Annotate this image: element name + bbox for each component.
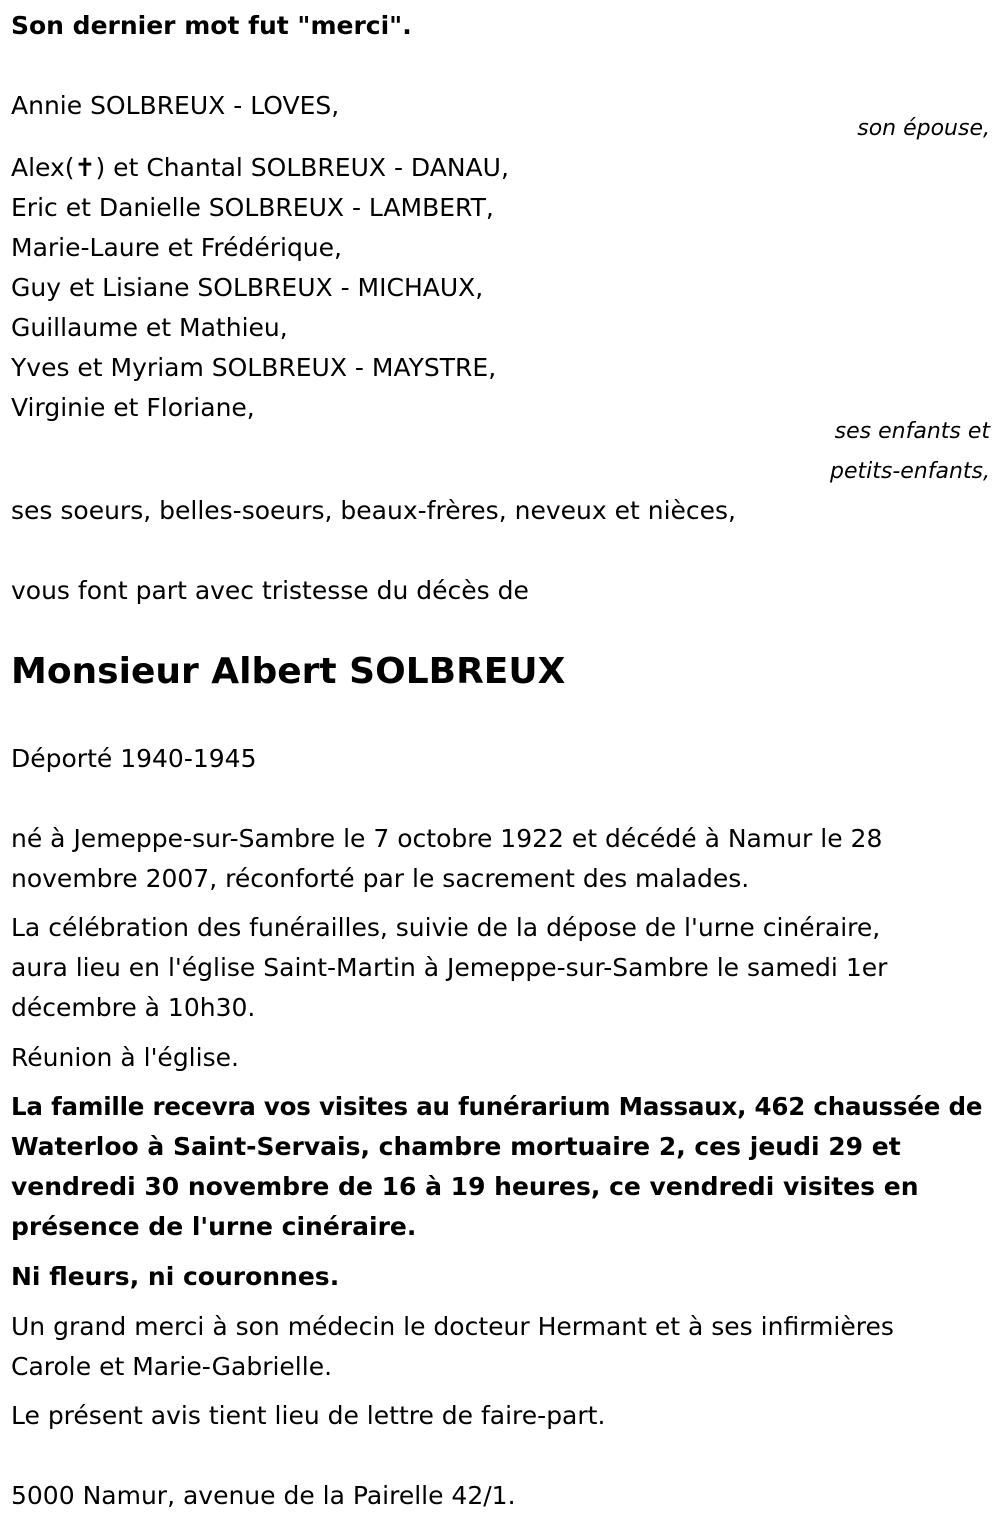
birth-death-line: novembre 2007, réconforté par le sacrement des malades. bbox=[11, 864, 750, 893]
visits-line: Waterloo à Saint-Servais, chambre mortuaire 2, ces jeudi 29 et bbox=[11, 1132, 901, 1161]
flowers-note: Ni fleurs, ni couronnes. bbox=[11, 1262, 340, 1291]
child-line: Marie-Laure et Frédérique, bbox=[11, 233, 342, 262]
visits-line: présence de l'urne cinéraire. bbox=[11, 1212, 417, 1241]
ceremony-line: décembre à 10h30. bbox=[11, 993, 256, 1022]
birth-death-line: né à Jemeppe-sur-Sambre le 7 octobre 1922 et décédé à Namur le 28 bbox=[11, 824, 883, 853]
visits-line: La famille recevra vos visites au funérarium Massaux, 462 chaussée de bbox=[11, 1092, 983, 1121]
spouse-name: Annie SOLBREUX - LOVES, bbox=[11, 91, 340, 120]
spouse-role: son épouse, bbox=[857, 116, 990, 141]
grandchildren-role: petits-enfants, bbox=[830, 459, 990, 484]
child-line: Guillaume et Mathieu, bbox=[11, 313, 288, 342]
announcement: vous font part avec tristesse du décès de bbox=[11, 576, 529, 605]
child-line: Guy et Lisiane SOLBREUX - MICHAUX, bbox=[11, 273, 484, 302]
ceremony-line: La célébration des funérailles, suivie de la dépose de l'urne cinéraire, bbox=[11, 913, 881, 942]
child-line: Yves et Myriam SOLBREUX - MAYSTRE, bbox=[11, 353, 497, 382]
last-word-heading: Son dernier mot fut "merci". bbox=[11, 11, 412, 40]
children-role: ses enfants et bbox=[834, 419, 990, 444]
deceased-name: Monsieur Albert SOLBREUX bbox=[11, 651, 566, 692]
reunion-note: Réunion à l'église. bbox=[11, 1043, 239, 1072]
child-line: Alex(✝) et Chantal SOLBREUX - DANAU, bbox=[11, 153, 509, 182]
family-address: 5000 Namur, avenue de la Pairelle 42/1. bbox=[11, 1481, 516, 1510]
visits-line: vendredi 30 novembre de 16 à 19 heures, ce vendredi visites en bbox=[11, 1172, 919, 1201]
deceased-distinction: Déporté 1940-1945 bbox=[11, 744, 257, 773]
child-line: Eric et Danielle SOLBREUX - LAMBERT, bbox=[11, 193, 494, 222]
child-line: Virginie et Floriane, bbox=[11, 393, 255, 422]
ceremony-line: aura lieu en l'église Saint-Martin à Jemeppe-sur-Sambre le samedi 1er bbox=[11, 953, 888, 982]
notice-statement: Le présent avis tient lieu de lettre de faire-part. bbox=[11, 1401, 606, 1430]
thanks-line: Carole et Marie-Gabrielle. bbox=[11, 1352, 333, 1381]
extended-family: ses soeurs, belles-soeurs, beaux-frères, neveux et nièces, bbox=[11, 496, 736, 525]
thanks-line: Un grand merci à son médecin le docteur Hermant et à ses infirmières bbox=[11, 1312, 894, 1341]
